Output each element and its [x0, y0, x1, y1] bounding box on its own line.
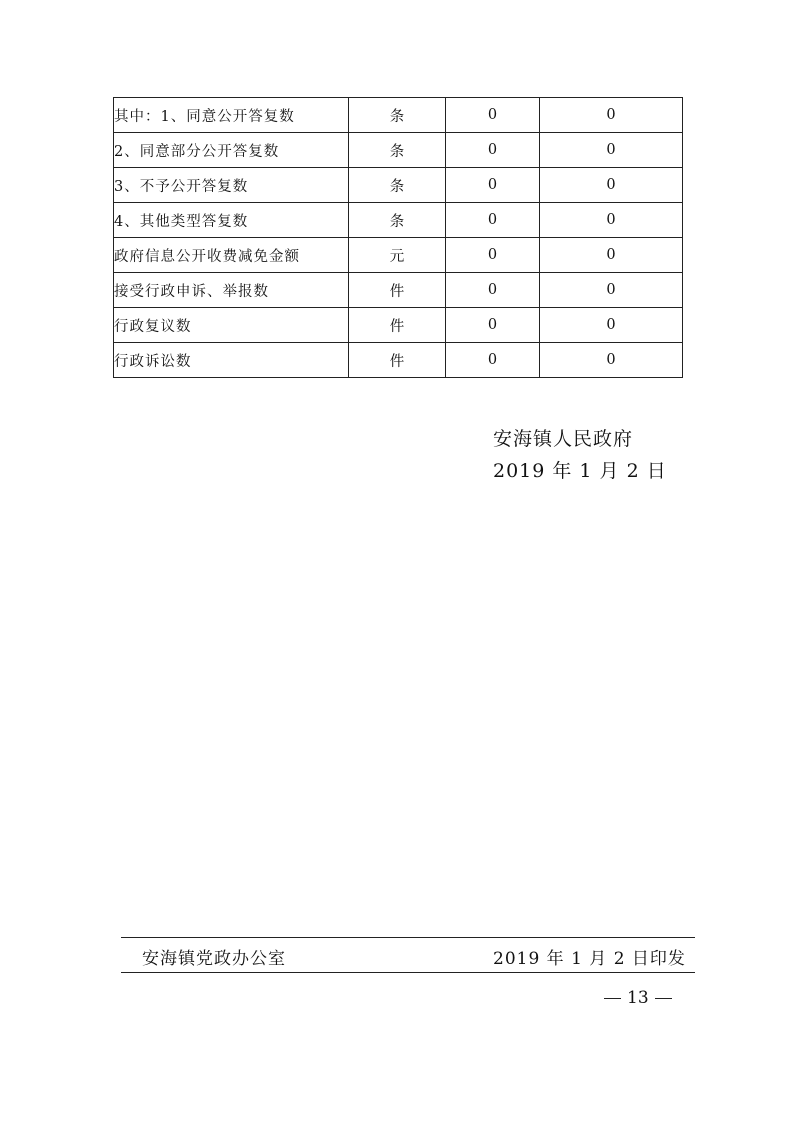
row-value-2: 0: [540, 203, 683, 238]
row-unit: 件: [349, 308, 446, 343]
row-label: 政府信息公开收费减免金额: [114, 238, 349, 273]
footer-print-date: 2019 年 1 月 2 日印发: [493, 949, 686, 969]
row-label: 其中：1、同意公开答复数: [114, 98, 349, 133]
dash-left: [604, 998, 621, 999]
row-value-1: 0: [446, 308, 540, 343]
table-row: [114, 273, 683, 308]
row-unit: 元: [349, 238, 446, 273]
table-row: [114, 238, 683, 273]
row-value-1: 0: [446, 238, 540, 273]
row-value-1: 0: [446, 133, 540, 168]
table-row: [114, 343, 683, 378]
table-row: [114, 168, 683, 203]
footer-issuer: 安海镇党政办公室: [142, 949, 286, 969]
row-label: 2、同意部分公开答复数: [114, 133, 349, 168]
table-row: [114, 133, 683, 168]
row-value-2: 0: [540, 168, 683, 203]
footer-top-rule: [121, 937, 695, 938]
footer-bottom-rule: [121, 972, 695, 973]
page-number: 13: [627, 988, 649, 1008]
row-unit: 件: [349, 273, 446, 308]
row-unit: 条: [349, 98, 446, 133]
row-value-1: 0: [446, 98, 540, 133]
row-unit: 条: [349, 133, 446, 168]
row-unit: 条: [349, 203, 446, 238]
row-value-2: 0: [540, 133, 683, 168]
table-row: [114, 203, 683, 238]
row-unit: 条: [349, 168, 446, 203]
row-value-2: 0: [540, 98, 683, 133]
signature-date: 2019 年 1 月 2 日: [493, 460, 667, 482]
row-value-2: 0: [540, 343, 683, 378]
table-row: [114, 308, 683, 343]
row-label: 3、不予公开答复数: [114, 168, 349, 203]
dash-right: [655, 998, 672, 999]
row-value-2: 0: [540, 238, 683, 273]
row-label: 行政诉讼数: [114, 343, 349, 378]
row-label: 行政复议数: [114, 308, 349, 343]
row-value-1: 0: [446, 343, 540, 378]
row-value-2: 0: [540, 273, 683, 308]
row-value-2: 0: [540, 308, 683, 343]
row-unit: 件: [349, 343, 446, 378]
table-row: [114, 98, 683, 133]
page-number-block: [598, 988, 678, 1008]
statistics-table: [113, 97, 683, 378]
row-value-1: 0: [446, 273, 540, 308]
row-value-1: 0: [446, 203, 540, 238]
row-value-1: 0: [446, 168, 540, 203]
signature-organization: 安海镇人民政府: [493, 428, 634, 450]
row-label: 接受行政申诉、举报数: [114, 273, 349, 308]
row-label: 4、其他类型答复数: [114, 203, 349, 238]
